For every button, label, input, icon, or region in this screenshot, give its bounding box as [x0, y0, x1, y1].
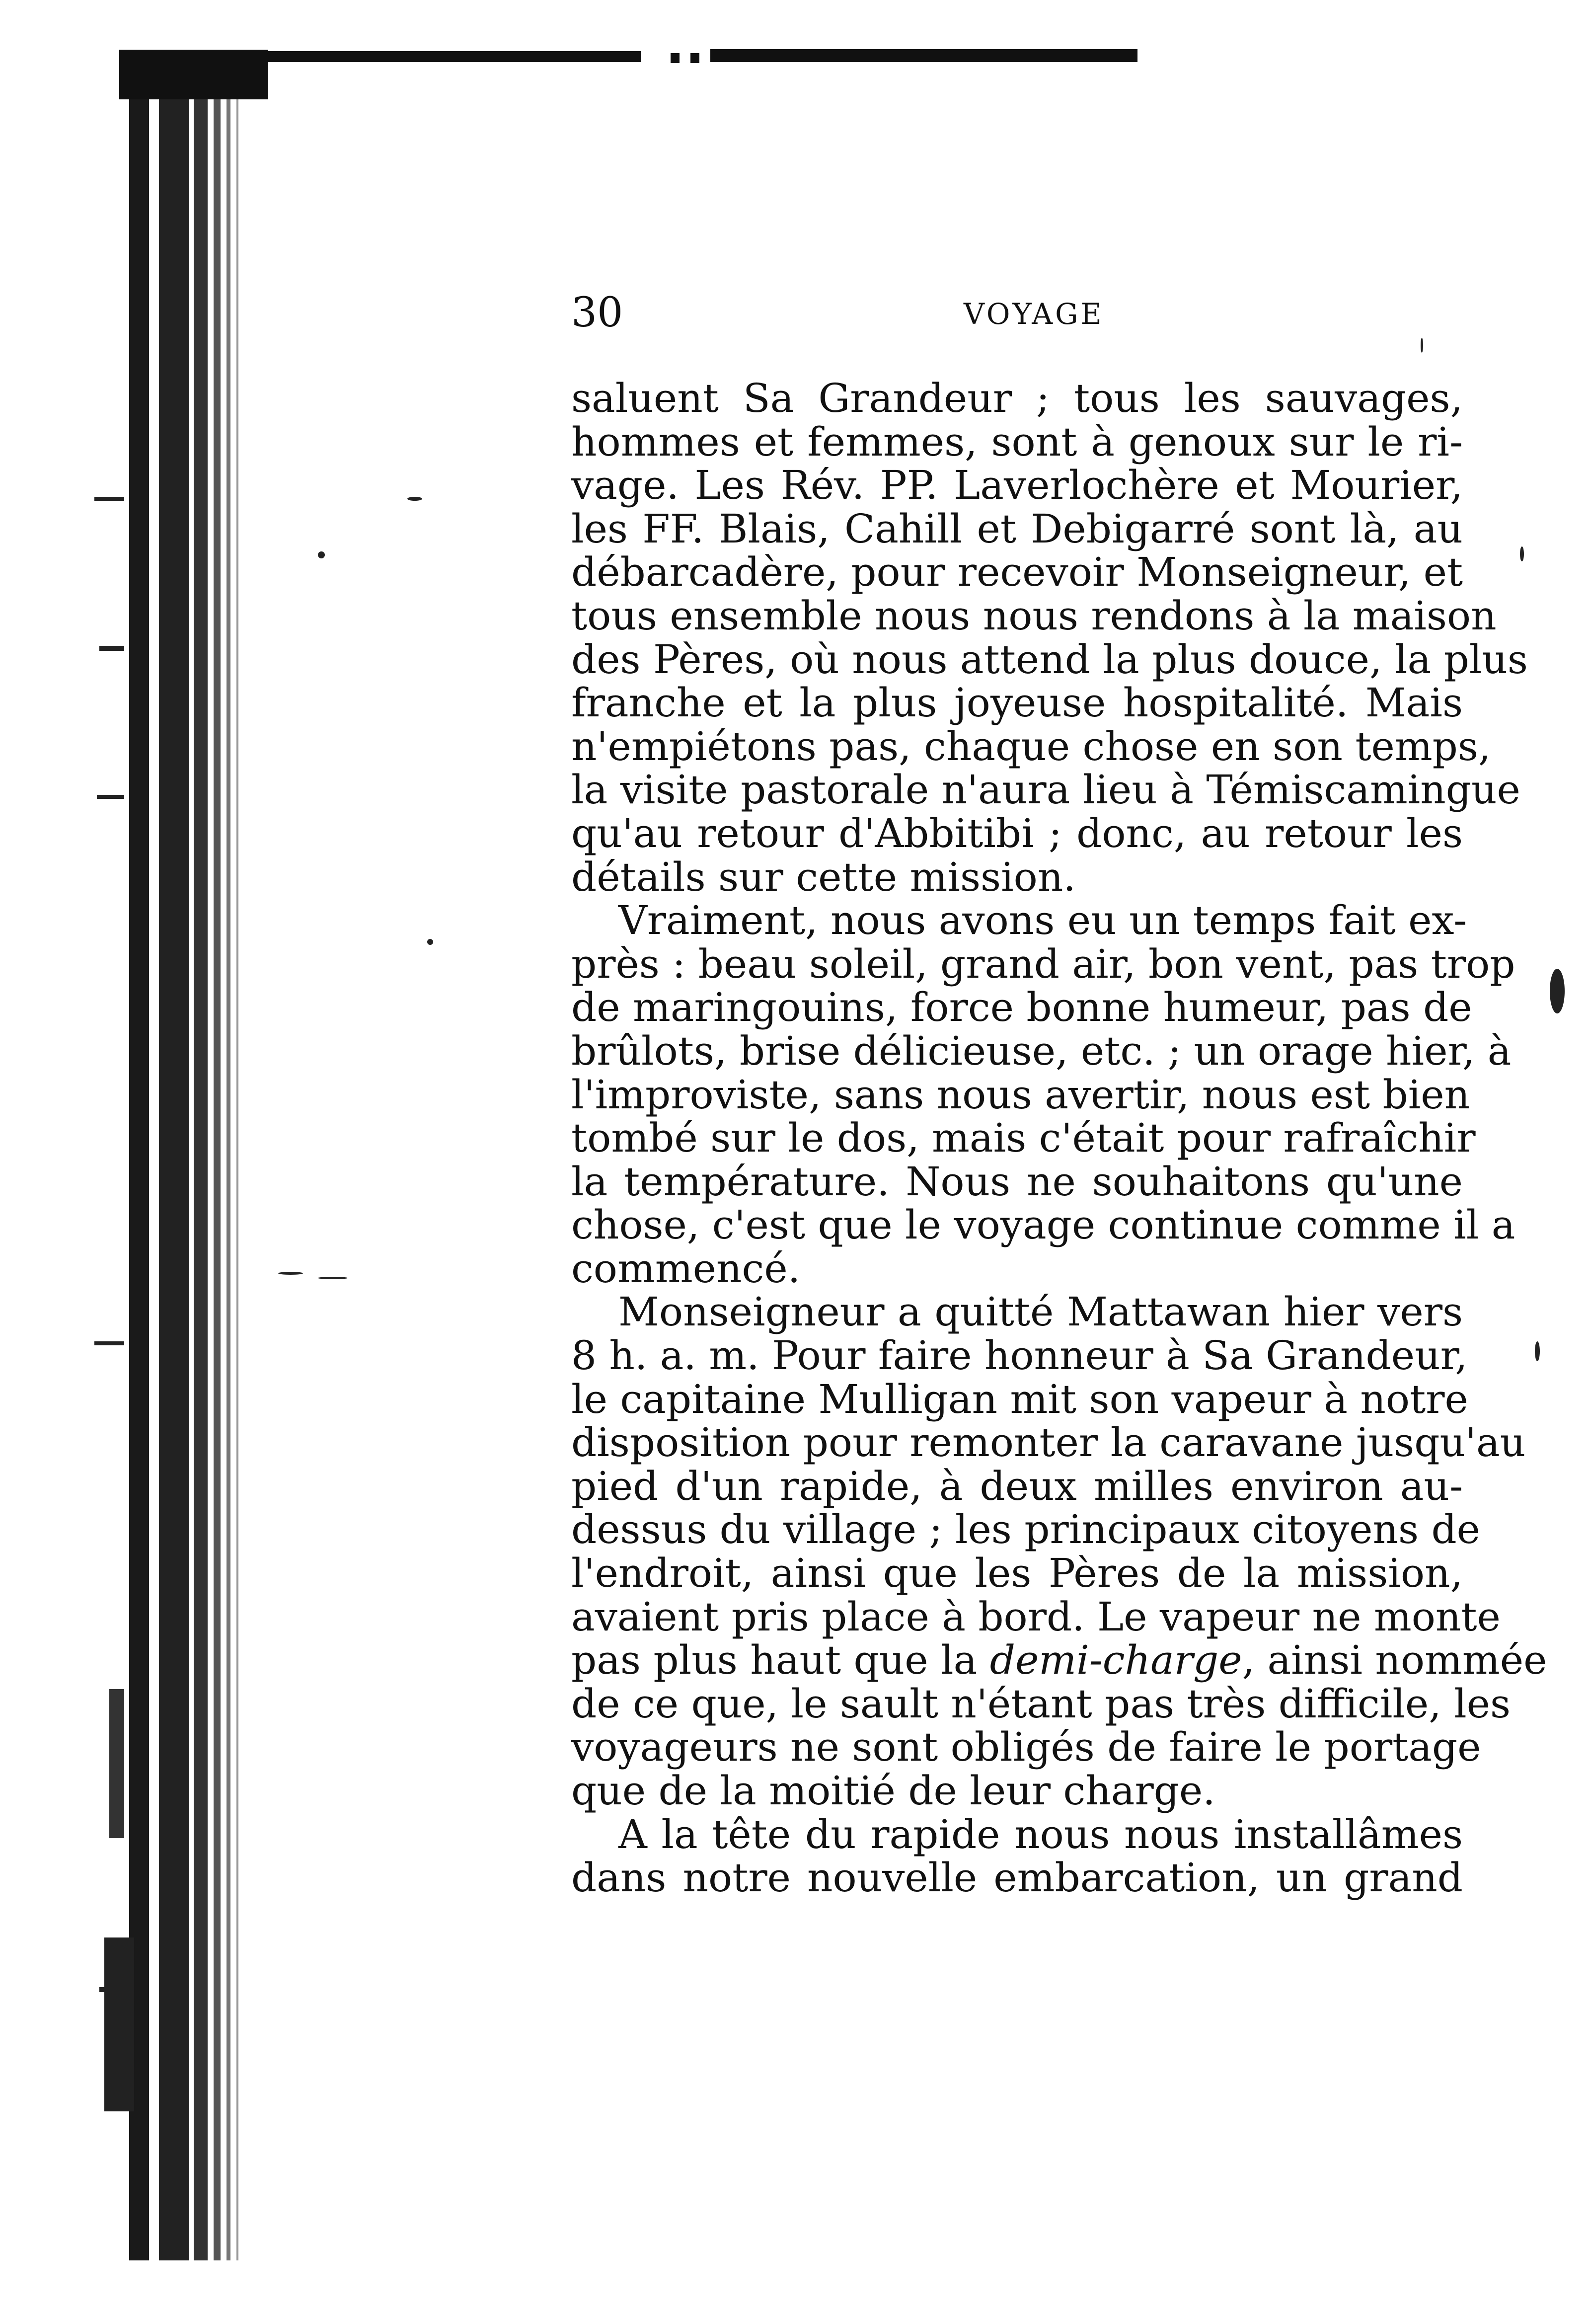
- scan-speck: [318, 1277, 348, 1279]
- running-head: VOYAGE: [964, 297, 1104, 331]
- text-line: de maringouins, force bonne humeur, pas de: [571, 984, 1472, 1031]
- text-line-with-italic: [571, 1637, 1547, 1684]
- paragraph-1: [571, 375, 1528, 900]
- text-line: n'empiétons pas, chaque chose en son temps,: [571, 723, 1491, 770]
- scan-speck: [1550, 969, 1565, 1013]
- page-header: [571, 288, 1465, 348]
- text-line: qu'au retour d'Abbitibi ; donc, au retour les: [571, 810, 1463, 856]
- scan-speck: [427, 939, 433, 945]
- scan-speck: [407, 497, 422, 501]
- text-line: le capitaine Mulligan mit son vapeur à notre: [571, 1376, 1468, 1422]
- text-line: l'improviste, sans nous avertir, nous est bien: [571, 1071, 1470, 1118]
- text-line: la visite pastorale n'aura lieu à Témiscamingue: [571, 767, 1520, 813]
- text-line: des Pères, où nous attend la plus douce, la plus: [571, 636, 1528, 683]
- text-line: saluent Sa Grandeur ; tous les sauvages,: [571, 375, 1463, 421]
- text-line: de ce que, le sault n'étant pas très difficile, les: [571, 1680, 1511, 1727]
- text-line: tombé sur le dos, mais c'était pour rafraîchir: [571, 1115, 1476, 1162]
- text-line: dessus du village ; les principaux citoyens de: [571, 1506, 1480, 1553]
- text-line: Vraiment, nous avons eu un temps fait ex-: [618, 897, 1467, 944]
- scan-speck: [318, 551, 325, 558]
- text-line: près : beau soleil, grand air, bon vent, pas trop: [571, 940, 1515, 987]
- text-segment: , ainsi nommée: [1242, 1637, 1547, 1684]
- italic-term: demi-charge: [989, 1637, 1242, 1684]
- text-line: vage. Les Rév. PP. Laverlochère et Mourier,: [571, 462, 1463, 509]
- text-line: hommes et femmes, sont à genoux sur le ri-: [571, 418, 1463, 465]
- text-line: brûlots, brise délicieuse, etc. ; un orage hier, à: [571, 1027, 1512, 1074]
- scan-edge-left: [89, 50, 278, 2260]
- text-line: voyageurs ne sont obligés de faire le portage: [571, 1724, 1481, 1771]
- text-line: franche et la plus joyeuse hospitalité. Mais: [571, 680, 1463, 726]
- text-line: la température. Nous ne souhaitons qu'une: [571, 1158, 1463, 1205]
- scan-speck: [1520, 546, 1524, 561]
- text-line: dans notre nouvelle embarcation, un grand: [571, 1855, 1463, 1901]
- text-line: débarcadère, pour recevoir Monseigneur, et: [571, 549, 1463, 596]
- text-line: Monseigneur a quitté Mattawan hier vers: [618, 1289, 1463, 1335]
- text-line: pied d'un rapide, à deux milles environ au-: [571, 1463, 1463, 1509]
- paragraph-2: [571, 897, 1515, 1292]
- text-line: tous ensemble nous nous rendons à la maison: [571, 592, 1497, 639]
- page-number: 30: [571, 289, 623, 336]
- text-line: avaient pris place à bord. Le vapeur ne monte: [571, 1593, 1501, 1640]
- paragraph-3: [571, 1289, 1547, 1814]
- text-line: disposition pour remonter la caravane jusqu'au: [571, 1419, 1526, 1466]
- scan-speck: [278, 1272, 303, 1275]
- text-line: l'endroit, ainsi que les Pères de la mission,: [571, 1550, 1463, 1597]
- text-line: chose, c'est que le voyage continue comme il a: [571, 1202, 1515, 1248]
- text-segment: pas plus haut que la: [571, 1637, 990, 1684]
- text-line: A la tête du rapide nous nous installâmes: [618, 1811, 1463, 1858]
- scan-speck: [1535, 1341, 1540, 1361]
- text-line: les FF. Blais, Cahill et Debigarré sont là, au: [571, 505, 1463, 552]
- body-text: [571, 375, 1547, 1901]
- text-line: détails sur cette mission.: [571, 853, 1076, 900]
- paragraph-4: [571, 1813, 1463, 1900]
- text-line: commencé.: [571, 1245, 801, 1292]
- text-line: que de la moitié de leur charge.: [571, 1768, 1215, 1814]
- text-line: 8 h. a. m. Pour faire honneur à Sa Grandeur,: [571, 1332, 1468, 1379]
